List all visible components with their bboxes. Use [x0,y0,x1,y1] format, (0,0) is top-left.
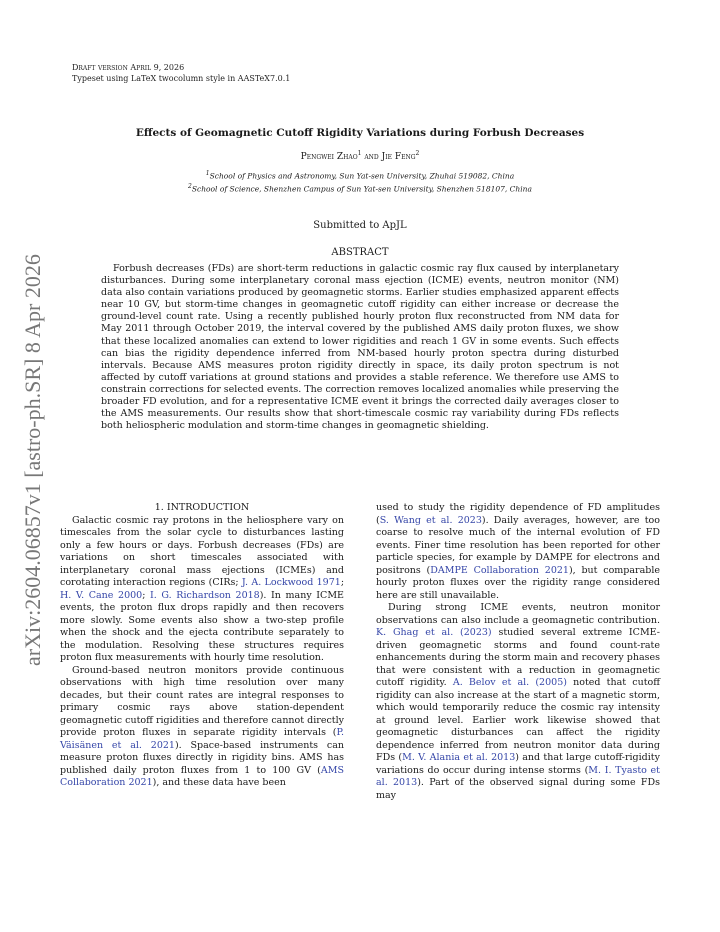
abstract-text: Forbush decreases (FDs) are short-term reductions in galactic cosmic ray flux caused by interplanetary disturbances. During some interplanetary coronal mass ejection (ICME) events, neutron monitor (NM) data also contain variations produced by geomagnetic storms. Earlier studies emphasized apparent effects near 10 GV, but storm-time changes in geomagnetic cutoff rigidity can either increase or decrease the ground-level count rate. Using a recently published hourly proton flux reconstructed from NM data for May 2011 through October 2019, the interval covered by the published AMS daily proton fluxes, we show that these localized anomalies can extend to lower rigidities and reach 1 GV in some events. Such effects can bias the rigidity dependence inferred from NM-based hourly proton spectra during disturbed intervals. Because AMS measures proton rigidity directly in space, its daily proton spectrum is not affected by cutoff variations at ground stations and provides a stable reference. We therefore use AMS to constrain corrections for selected events. The correction removes localized anomalies while preserving the broader FD evolution, and for a representative ICME event it brings the corrected daily averages closer to the AMS measurements. Our results show that short-timescale cosmic ray variability during FDs reflects both heliospheric modulation and storm-time changes in geomagnetic shielding. [101,263,619,432]
arxiv-identifier [2,236,52,666]
citation-link[interactable]: A. Belov et al. (2005) [452,677,567,688]
submission-note: Submitted to ApJL [313,220,407,231]
paragraph: used to study the rigidity dependence of FD amplitudes (S. Wang et al. 2023). Daily averages, however, are too coarse to resolve much of the internal evolution of FD events. Finer time resolution has been reported for other particle species, for example by DAMPE for electrons and positrons (DAMPE Collaboration 2021), but comparable hourly proton fluxes over the rigidity range considered here are still unavailable. [376,502,660,601]
citation-link[interactable]: P. Väisänen et al. 2021 [60,727,344,751]
citation-link[interactable]: DAMPE Collaboration 2021 [430,564,569,576]
affiliation [72,183,648,194]
paper-title: Effects of Geomagnetic Cutoff Rigidity Variations during Forbush Decreases [135,127,585,139]
affiliation [72,170,648,181]
affiliation-text: School of Science, Shenzhen Campus of Sun Yat-sen University, Shenzhen 518107, China [191,184,532,194]
typeset-note: Typeset using LaTeX twocolumn style in AASTeX7.0.1 [72,74,291,83]
citation-link[interactable]: K. Ghag et al. (2023) [376,627,492,638]
author-conjunction: and [364,152,379,162]
citation-link[interactable]: AMS Collaboration 2021 [60,764,344,788]
affiliation-marker: 1 [205,170,210,177]
section-heading: 1. INTRODUCTION [154,502,250,513]
paragraph: During strong ICME events, neutron monitor observations can also include a geomagnetic contribution. K. Ghag et al. (2023) studied several extreme ICME-driven geomagnetic storms and found count-rate enhancements during the storm main and recovery phases that were consistent with a reduction in geomagnetic cutoff rigidity. A. Belov et al. (2005) noted that cutoff rigidity can also increase at the start of a magnetic storm, which would temporarily reduce the cosmic ray intensity at ground level. Earlier work likewise showed that geomagnetic disturbances can affect the rigidity dependence inferred from neutron monitor data during FDs (M. V. Alania et al. 2013) and that large cutoff-rigidity variations do occur during intense storms (M. I. Tyasto et al. 2013). Part of the observed signal during some FDs may [376,602,661,801]
author-name: Pengwei Zhao [300,152,358,162]
affiliation-marker: 2 [415,150,420,157]
affiliation-marker: 2 [188,183,192,190]
citation-link[interactable]: M. I. Tyasto et al. 2013 [376,764,660,788]
citation-link[interactable]: S. Wang et al. 2023 [379,514,482,526]
citation-link[interactable]: M. V. Alania et al. 2013 [402,752,516,763]
paragraph: Galactic cosmic ray protons in the heliosphere vary on timescales from the solar cycle to disturbances lasting only a few hours or days. Forbush decreases (FDs) are variations on short timescales associated with interplanetary coronal mass ejections (ICMEs) and corotating interaction regions (CIRs; J. A. Lockwood 1971; H. V. Cane 2000; I. G. Richardson 2018). In many ICME events, the proton flux drops rapidly and then recovers more slowly. Some events also show a two-step profile when the shock and the ejecta contribute separately to the modulation. Resolving these structures requires proton flux measurements with hourly time resolution. [60,514,345,663]
draft-version: Draft version April 9, 2026 [72,63,185,72]
affiliation-text: School of Physics and Astronomy, Sun Yat-sen University, Zhuhai 519082, China [209,171,515,181]
author-name: Jie Feng [381,152,416,162]
right-column [376,502,660,802]
citation-link[interactable]: I. G. Richardson 2018 [150,589,260,601]
left-column [60,502,344,790]
abstract-heading: ABSTRACT [331,247,389,258]
affiliation-marker: 1 [357,150,362,157]
citation-link[interactable]: J. A. Lockwood 1971 [241,577,341,588]
arxiv-identifier-text: arXiv:2604.06857v1 [astro-ph.SR] 8 Apr 2026 [20,254,45,666]
author-list [72,150,648,162]
citation-link[interactable]: H. V. Cane 2000 [60,589,143,601]
paragraph: Ground-based neutron monitors provide continuous observations with high time resolution over many decades, but their count rates are integral responses to primary cosmic rays above station-dependent geomagnetic cutoff rigidities and therefore cannot directly provide proton fluxes in separate rigidity intervals (P. Väisänen et al. 2021). Space-based instruments can measure proton fluxes directly in rigidity bins. AMS has published daily proton fluxes from 1 to 100 GV (AMS Collaboration 2021), and these data have been [60,664,344,788]
